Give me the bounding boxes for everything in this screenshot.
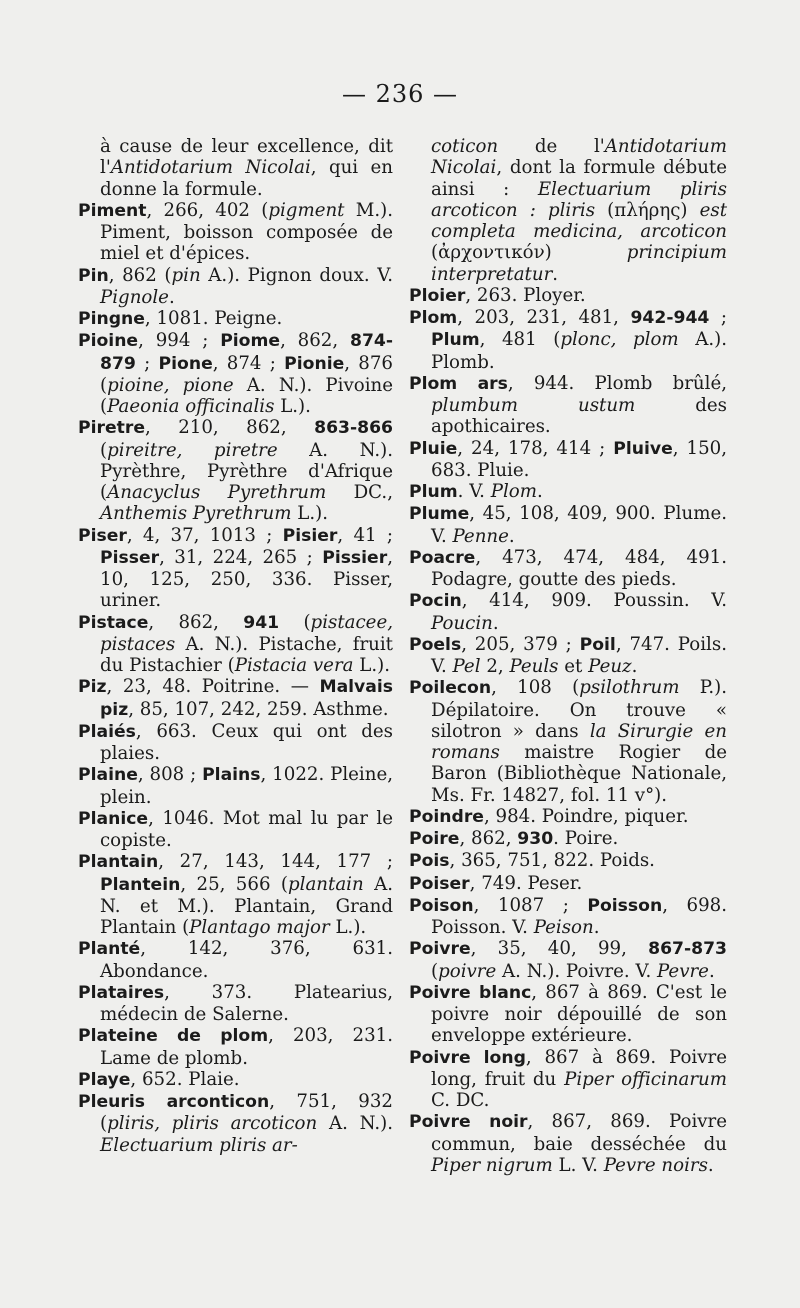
entry-headword: Pistace [78, 612, 149, 633]
entry-headword: Poiser [409, 873, 470, 894]
entry-text: , 1081. Peigne. [144, 308, 283, 329]
entry-text: , qui en donne la formule. [100, 157, 393, 200]
entry-text: , 1022. Pleine, plein. [100, 764, 393, 808]
italic-text: Peison [533, 917, 594, 938]
entry-text: , 994 ; [138, 330, 221, 352]
entry-text: , 1087 ; [473, 894, 588, 916]
entry-text: , 85, 107, 242, 259. Asthme. [128, 698, 389, 720]
entry-text: , 862 ( [108, 264, 172, 286]
entry-text: , 203, 231. Lame de plomb. [100, 1025, 393, 1069]
entry-text: , 27, 143, 144, 177 ; [158, 851, 393, 873]
entry-text: , 862, [148, 611, 244, 633]
entry-text: , 25, 566 ( [180, 873, 288, 895]
bold-variant: 863-866 [314, 418, 393, 439]
glossary-entry [409, 873, 727, 895]
entry-text: , 150, 683. Pluie. [431, 437, 727, 481]
entry-text: . V. [457, 481, 491, 502]
italic-text: pioine, pione [107, 374, 234, 396]
italic-text: est completa medicina, arcoticon [431, 199, 727, 242]
italic-text: Pel [452, 656, 481, 677]
entry-text: A. N.). Pivoine ( [100, 374, 393, 417]
bold-variant: Piome [220, 331, 281, 352]
entry-text: . [708, 960, 715, 982]
entry-text: , 41 ; [337, 524, 393, 546]
entry-text: ( [279, 611, 311, 633]
entry-text: , dont la formule débute ainsi : [431, 157, 727, 200]
entry-text: , 663. Ceux qui ont des plaies. [100, 720, 393, 764]
glossary-entry [409, 307, 727, 373]
glossary-entry [78, 525, 393, 612]
entry-headword: Piretre [78, 418, 145, 439]
entry-headword: Plantain [78, 852, 159, 873]
entry-text: . [536, 481, 543, 502]
entry-text: M.). Piment, boisson composée de miel et d'épices. [100, 199, 394, 265]
entry-text: ; [135, 352, 159, 374]
entry-text: de l' [498, 136, 605, 157]
italic-text: Electuarium pliris arcoticon : pliris [431, 178, 728, 221]
glossary-entry [409, 373, 727, 438]
bold-variant: 867-873 [648, 939, 727, 960]
entry-headword: Playe [78, 1069, 131, 1090]
entry-text: , 867 à 869. Poivre long, fruit du [431, 1046, 727, 1090]
entry-text: , 876 ( [100, 352, 394, 396]
glossary-entry [78, 330, 393, 417]
italic-text: pistacee, pistaces [100, 611, 393, 655]
entry-text: L.). [291, 503, 328, 525]
entry-headword: Pluie [409, 438, 458, 459]
entry-text: , 108 ( [491, 677, 580, 699]
entry-headword: Plateine de plom [78, 1026, 269, 1047]
glossary-entry [409, 677, 727, 806]
entry-text: , 874 ; [212, 352, 285, 374]
italic-text: Pignole [100, 286, 169, 308]
bold-variant: Pissier [322, 547, 388, 568]
italic-text: Plantago major [189, 917, 330, 938]
entry-headword: Poindre [409, 806, 484, 827]
bold-variant: Pionie [284, 353, 345, 374]
entry-text: (ἀρχοντικόν) [431, 242, 627, 264]
glossary-entry [78, 938, 393, 982]
entry-text: L.). [353, 655, 391, 676]
entry-text: . [508, 525, 515, 547]
italic-text: Piper officinarum [564, 1068, 727, 1090]
italic-text: Anthemis Pyrethrum [100, 503, 292, 525]
italic-text: Peuls [509, 656, 559, 677]
entry-headword: Plataires [78, 982, 165, 1003]
entry-text: , 23, 48. Poitrine. — [106, 676, 320, 698]
entry-headword: Pin [78, 265, 109, 286]
entry-headword: Plum [409, 482, 458, 502]
entry-text: . [552, 263, 559, 285]
glossary-entry [409, 481, 727, 503]
italic-text: Penne [452, 525, 509, 547]
glossary-entry [409, 547, 727, 591]
bold-variant: Pione [158, 353, 213, 374]
entry-text: . [707, 1154, 714, 1176]
entry-text: , 31, 224, 265 ; [159, 546, 323, 568]
entry-text: . [168, 286, 175, 308]
glossary-entry [78, 982, 393, 1026]
entry-text: , 473, 474, 484, 491. Podagre, goutte des pieds. [431, 546, 727, 590]
entry-text: , 45, 108, 409, 900. Plume. V. [431, 503, 727, 547]
entry-headword: Planice [78, 808, 149, 829]
entry-text: , 808 ; [137, 764, 203, 786]
entry-headword: Pioine [78, 331, 139, 352]
entry-headword: Pleuris arconticon [78, 1092, 270, 1112]
page-number: — 236 — [341, 80, 459, 108]
entry-text: , 24, 178, 414 ; [457, 437, 614, 459]
italic-text: Plom [490, 481, 537, 502]
bold-variant: 930 [517, 829, 554, 849]
entry-headword: Piz [78, 677, 107, 698]
glossary-entry [78, 851, 393, 938]
italic-text: coticon [431, 136, 499, 157]
entry-text: , 867 à 869. C'est le poivre noir dépouillé de son enveloppe extérieure. [431, 981, 727, 1047]
entry-text: A. N. et M.). Plantain, Grand Plantain ( [100, 873, 394, 938]
entry-text: ( [431, 960, 439, 982]
entry-text: , 414, 909. Poussin. V. [461, 590, 727, 612]
glossary-entry [409, 503, 727, 547]
glossary-entry [78, 612, 393, 677]
glossary-entry [409, 634, 727, 678]
italic-text: plantain [288, 873, 364, 895]
entry-text: , 210, 862, [144, 417, 315, 439]
glossary-entry [409, 806, 727, 828]
italic-text: Poucin [431, 612, 493, 634]
bold-variant: Plantein [100, 874, 181, 895]
entry-headword: Poivre blanc [409, 982, 532, 1003]
glossary-entry [78, 265, 393, 309]
entry-text: , 751, 932 ( [100, 1091, 393, 1135]
italic-text: Paeonia officinalis [107, 396, 275, 417]
entry-headword: Plume [409, 504, 470, 525]
entry-headword: Poivre long [409, 1047, 526, 1068]
italic-text: Pevre noirs [603, 1154, 708, 1176]
glossary-entry [78, 200, 393, 265]
entry-headword: Poacre [409, 547, 476, 568]
glossary-entry [409, 938, 727, 982]
entry-text: A.). Plomb. [431, 329, 728, 373]
entry-text: , 10, 125, 250, 336. Pisser, uriner. [100, 546, 393, 612]
italic-text: Antidotarium Nicolai [110, 157, 311, 179]
glossary-entry [409, 590, 727, 634]
entry-headword: Plaine [78, 765, 138, 786]
bold-variant: Poisson [587, 895, 663, 916]
glossary-column-right [409, 136, 727, 1176]
italic-text: pin [171, 264, 201, 286]
entry-headword: Ploier [409, 285, 466, 306]
entry-text: , 4, 37, 1013 ; [126, 524, 283, 546]
entry-text: L.). [274, 396, 311, 417]
entry-headword: Pois [409, 851, 450, 872]
entry-text: C. DC. [431, 1090, 490, 1111]
entry-headword: Poivre noir [409, 1112, 528, 1133]
entry-text: , 142, 376, 631. Abondance. [100, 938, 393, 982]
bold-variant: Poil [579, 634, 616, 655]
bold-variant: Pisser [100, 547, 160, 568]
glossary-entry [78, 417, 393, 524]
bold-variant: Pisier [282, 525, 338, 546]
entry-text: , 652. Plaie. [130, 1068, 240, 1090]
entry-text: (πλήρης) [595, 199, 700, 221]
entry-headword: Piment [78, 200, 147, 221]
bold-variant: 941 [243, 612, 280, 633]
italic-text: Anacyclus Pyrethrum [107, 482, 327, 503]
entry-text: . [631, 656, 638, 677]
entry-text: A.). Pignon doux. V. [200, 264, 394, 286]
entry-text: A. N.). Pyrèthre, Pyrèthre d'Afrique ( [100, 439, 393, 503]
entry-text: , 747. Poils. V. [431, 633, 727, 677]
italic-text: Antidotarium Nicolai [431, 136, 727, 179]
entry-headword: Poivre [409, 939, 471, 960]
glossary-entry [409, 285, 727, 307]
bold-variant: 942-944 [630, 308, 710, 328]
entry-text: , 266, 402 ( [146, 199, 269, 221]
glossary-entry [78, 676, 393, 721]
entry-continuation [409, 136, 727, 285]
italic-text: Electuarium pliris ar- [100, 1134, 298, 1156]
bold-variant: Plains [202, 765, 261, 786]
entry-text: , 1046. Mot mal lu par le copiste. [100, 807, 393, 851]
italic-text: plonc, plom [560, 329, 679, 351]
entry-text: , 205, 379 ; [461, 633, 580, 655]
glossary-entry [78, 1091, 393, 1156]
entry-headword: Planté [78, 939, 141, 960]
entry-text: L.). [329, 917, 367, 938]
glossary-entry [78, 308, 393, 330]
entry-headword: Piser [78, 525, 127, 546]
entry-headword: Pocin [409, 591, 462, 612]
italic-text: Pistacia vera [234, 655, 354, 676]
entry-text: à cause de leur excellence, dit l' [100, 136, 393, 179]
glossary-entry [78, 808, 393, 852]
entry-text: , 862, [280, 330, 350, 352]
entry-text: maistre Rogier de Baron (Bibliothèque Nationale, Ms. Fr. 14827, fol. 11 v°). [431, 742, 727, 806]
entry-headword: Plom [409, 308, 458, 328]
glossary-entry [78, 764, 393, 808]
entry-headword: Poilecon [409, 678, 492, 699]
entry-text: , 263. Ployer. [465, 284, 586, 306]
entry-headword: Poison [409, 895, 474, 916]
entry-headword: Plaiés [78, 721, 136, 742]
glossary-entry [409, 895, 727, 939]
entry-text: , 481 ( [479, 329, 561, 351]
entry-text: , 749. Peser. [469, 872, 583, 894]
glossary-entry [409, 828, 727, 850]
glossary-entry [409, 1111, 727, 1176]
entry-text: et [558, 656, 589, 677]
glossary-entry [409, 438, 727, 482]
entry-headword: Plom ars [409, 373, 508, 394]
entry-text: , 944. Plomb brûlé, [507, 372, 727, 394]
entry-text: 2, [480, 656, 510, 677]
entry-text: ( [100, 439, 108, 461]
entry-text: , 373. Platearius, médecin de Salerne. [100, 981, 393, 1025]
glossary-column-left [78, 136, 393, 1156]
glossary-entry [409, 982, 727, 1047]
entry-text: , 203, 231, 481, [457, 307, 631, 328]
italic-text: principium interpretatur [431, 242, 727, 285]
entry-text: , 698. Poisson. V. [431, 894, 727, 938]
glossary-entry [78, 721, 393, 765]
glossary-entry [409, 850, 727, 872]
bold-variant: Pluive [613, 438, 673, 459]
entry-text: . [593, 917, 600, 938]
glossary-entry [409, 1047, 727, 1112]
entry-headword: Poire [409, 829, 460, 849]
entry-headword: Pingne [78, 309, 145, 329]
glossary-entry [78, 1069, 393, 1091]
bold-variant: Malvais piz [100, 677, 393, 720]
italic-text: pireitre, piretre [107, 439, 278, 461]
entry-text: des apothicaires. [431, 395, 727, 438]
italic-text: la Sirurgie en romans [431, 720, 727, 763]
entry-text: , 984. Poindre, piquer. [483, 805, 689, 827]
entry-text: ; [709, 307, 727, 328]
italic-text: plumbum ustum [431, 395, 636, 416]
entry-text: L. V. [552, 1154, 604, 1176]
italic-text: pliris, pliris arcoticon [107, 1113, 318, 1135]
italic-text: Pevre [657, 960, 709, 982]
entry-text: A. N.). Pistache, fruit du Pistachier ( [100, 633, 393, 676]
entry-text: DC., [326, 482, 393, 503]
bold-variant: 874-879 [100, 331, 393, 374]
entry-text: , 35, 40, 99, [470, 938, 649, 960]
entry-text: A. N.). [317, 1113, 394, 1135]
entry-text: A. N.). Poivre. V. [496, 960, 658, 982]
italic-text: pigment [268, 199, 345, 221]
entry-text: , 862, [459, 828, 518, 849]
entry-text: . Poire. [553, 828, 619, 849]
glossary-entry [78, 1025, 393, 1069]
bold-variant: Plum [431, 330, 480, 351]
entry-text: P.). Dépilatoire. On trouve « silotron » dans [431, 677, 727, 742]
italic-text: Peuz [588, 656, 632, 677]
italic-text: Piper nigrum [431, 1154, 553, 1176]
italic-text: psilothrum [579, 677, 680, 699]
entry-continuation [78, 136, 393, 200]
entry-headword: Poels [409, 634, 462, 655]
entry-text: . [492, 612, 499, 634]
entry-text: , 365, 751, 822. Poids. [449, 850, 655, 872]
italic-text: poivre [438, 960, 497, 982]
entry-text: , 867, 869. Poivre commun, baie desséchée du [431, 1111, 727, 1155]
